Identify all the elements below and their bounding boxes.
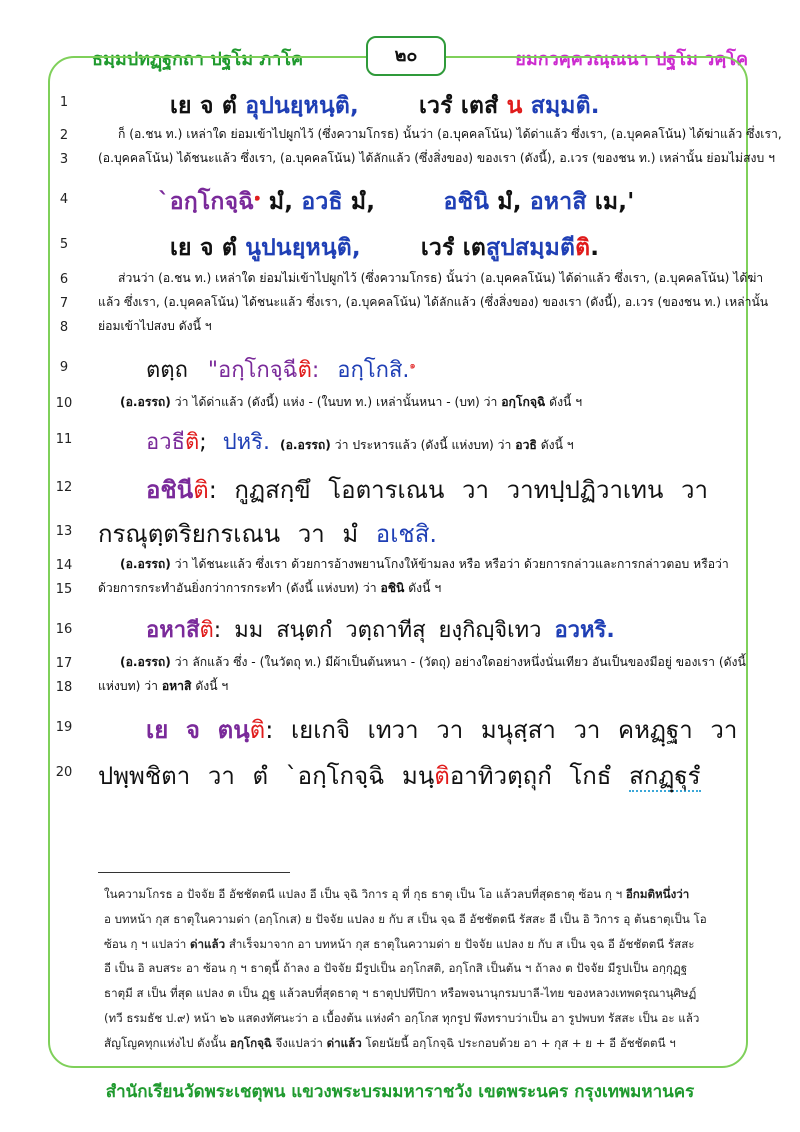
pali-keyword: อชินี	[146, 476, 194, 504]
translation-text: ว่า ได้ด่าแล้ว (ดังนี้) แห่ง - (ในบท ท.) เหล่านั้นหนา - (บท) ว่า	[170, 395, 502, 409]
translation-line-18	[98, 676, 728, 697]
translation-line-10	[120, 392, 750, 413]
line-number: 20	[55, 765, 73, 780]
term-keyword: อหาสิ	[161, 679, 192, 693]
commentary-line-13	[98, 514, 728, 553]
translation-line-8: ย่อมเข้าไปสงบ ดังนี้ ฯ	[98, 319, 212, 333]
pali-text: ;	[199, 430, 207, 455]
footnote-line: อ บทหน้า กุส ธาตุในความด่า (อกฺโกเส) ย ปัจจัย แปลง ย กับ ส เป็น จฺฉ อี อัชชัตตนี รัสสะ อี เป็น อิ วิการ อุ ต้นธาตุเป็น โอ	[104, 911, 707, 926]
translation-line-3: (อ.บุคคลโน้น) ได้ชนะแล้ว ซึ่งเรา, (อ.บุคคลโน้น) ได้ลักแล้ว (ซึ่งสิ่งของ) ของเรา (ดังนี้), อ.เวร (ของชน ท.) เหล่านั้น ย่อมไม่สงบ ฯ	[98, 151, 775, 165]
pali-keyword: "อกฺโกจฺฉี	[207, 358, 298, 383]
line-number: 16	[55, 622, 73, 637]
verse-text: มํ,	[260, 189, 302, 215]
iti-particle: ติ	[193, 476, 209, 504]
footnote-line: ในความโกรธ อ ปัจจัย อี อัชชัตตนี แปลง อี เป็น จฺฉิ วิการ อุ ที่ กุธ ธาตุ เป็น โอ แล้วลบที่สุดธาตุ ซ้อน กฺ ฯ อีกมติหนึ่งว่า	[104, 887, 690, 901]
verse-line-4	[158, 184, 788, 220]
verse-keyword: อชินิ	[443, 189, 490, 215]
line-number: 10	[55, 396, 73, 411]
iti-particle: ติ	[199, 618, 214, 643]
line-number: 6	[59, 272, 69, 287]
line-number: 12	[55, 480, 73, 495]
footnote-marker[interactable]: ๑	[254, 192, 261, 204]
verse-text: เย จ ตํ	[170, 93, 246, 119]
pali-keyword: ตนฺ	[217, 716, 250, 744]
verse-text: เย จ ตํ	[170, 235, 246, 261]
pali-text: ตตฺถ	[146, 358, 188, 383]
line-number: 1	[59, 95, 69, 110]
iti-particle: ติ	[297, 358, 312, 383]
verse-keyword: นูปนยฺหนฺติ,	[245, 235, 361, 261]
line-number: 7	[59, 296, 69, 311]
pali-keyword: อหาสี	[146, 618, 200, 643]
line-number: 2	[59, 128, 69, 143]
pali-keyword: อวธี	[146, 430, 185, 455]
footnote-line: (ทวี ธรมธัช ป.๙) หน้า ๒๖ แสดงทัศนะว่า อ เบื้องต้น แห่งคำ อกฺโกส ทุกรูป พึงทราบว่าเป็น อา รูปพบท รัสสะ เป็น อะ แล้ว	[104, 1010, 700, 1025]
translation-text: ดังนี้ ฯ	[545, 395, 583, 409]
page-footer: สำนักเรียนวัดพระเชตุพน แขวงพระบรมมหาราชวัง เขตพระนคร กรุงเทพมหานคร	[105, 1082, 695, 1102]
iti-particle: ติ	[434, 762, 450, 790]
verse-line-5	[170, 230, 800, 266]
book-title: ธมฺมปทฏฺฐกถา ปฐโม ภาโค	[92, 49, 304, 70]
pali-keyword: อกฺโกสิ.	[337, 358, 410, 383]
flagged-word: สกฏฺฐุรํ	[629, 762, 701, 790]
pali-text: กรณุตฺตริยกรเณน วา มํ	[98, 520, 376, 548]
pali-text: ปพฺพชิตา วา ตํ `อกฺโกจฺฉิ มนฺ	[98, 762, 435, 790]
verse-text: เวรํ เตสํ	[418, 93, 507, 119]
translation-line-7: แล้ว ซึ่งเรา, (อ.บุคคลโน้น) ได้ชนะแล้ว ซึ่งเรา, (อ.บุคคลโน้น) ได้ลักแล้ว (ซึ่งสิ่งของ) ของเรา (ดังนี้), อ.เวร (ของชน ท.) เหล่านั้น	[98, 295, 769, 309]
line-number: 14	[55, 558, 73, 573]
footnote-line: อี เป็น อิ ลบสระ อา ซ้อน กฺ ฯ ธาตุนี้ ถ้าลง อ ปัจจัย มีรูปเป็น อกฺโกสติ, อกฺโกสิ เป็นต้น ฯ ถ้าลง ต ปัจจัย มีรูปเป็น อกฺกุฏฺฐ	[104, 961, 688, 976]
verse-negation: น	[506, 93, 523, 119]
verse-text: .	[590, 235, 600, 261]
line-number: 4	[59, 192, 69, 207]
verse-keyword: อุปนยฺหนฺติ,	[245, 93, 359, 119]
translation-line-15	[98, 578, 728, 599]
iti-particle: ติ	[249, 716, 266, 744]
footnote-line: ซ้อน กฺ ฯ แปลว่า ด่าแล้ว สำเร็จมาจาก อา บทหน้า กุส ธาตุในความด่า ย ปัจจัย แปลง ย กับ ส เป็น จฺฉ อี อัชชัตตนี รัสสะ	[104, 936, 695, 951]
commentary-line-9	[146, 352, 776, 387]
pali-text: : กูฏสกฺขึ โอตารเณน วา วาทปฺปฏิวาเทน วา	[208, 476, 708, 504]
verse-line-1	[170, 88, 800, 124]
line-number: 18	[55, 680, 73, 695]
meaning-tag: (อ.อรรถ)	[120, 395, 171, 409]
line-number: 13	[55, 524, 73, 539]
line-number: 11	[55, 432, 73, 447]
commentary-line-16	[146, 612, 776, 647]
commentary-line-11	[146, 424, 776, 459]
pali-text: :	[265, 716, 274, 744]
translation-text: แห่งบท) ว่า	[98, 679, 162, 693]
pali-keyword: อวหริ.	[554, 618, 615, 643]
page-number: ๒๐	[366, 36, 446, 76]
translation-text: ดังนี้ ฯ	[536, 438, 574, 452]
term-keyword: อวธิ	[515, 438, 537, 452]
verse-keyword: อหาสิ	[529, 189, 587, 215]
pali-keyword: อเชสิ.	[375, 520, 437, 548]
footnote-separator	[98, 872, 290, 873]
footnote-line: ธาตุมี ส เป็น ที่สุด แปลง ต เป็น ฏฺฐ แล้วลบที่สุดธาตุ ฯ ธาตุปปทีปิกา หรือพจนานุกรมบาลี-ไทย ของหลวงเทพดรุณานุศิษฏ์	[104, 986, 697, 1001]
commentary-line-19	[146, 710, 776, 749]
footnote	[104, 882, 726, 1056]
translation-line-2: ก็ (อ.ชน ท.) เหล่าใด ย่อมเข้าไปผูกไว้ (ซึ่งความโกรธ) นั้นว่า (อ.บุคคลโน้น) ได้ด่าแล้ว ซึ่งเรา, (อ.บุคคลโน้น) ได้ฆ่าแล้ว ซึ่งเรา,	[118, 127, 782, 141]
iti-particle: ติ	[575, 235, 591, 261]
chapter-title: ยมกวคฺควณฺณนา ปฐโม วคฺโค	[515, 49, 748, 70]
verse-text: มํ,	[342, 189, 384, 215]
pali-text: : มม สนฺตกํ วตฺถาทีสุ ยงฺกิญฺจิเทว	[213, 618, 555, 643]
line-number: 15	[55, 582, 73, 597]
translation-text: ดังนี้ ฯ	[191, 679, 229, 693]
commentary-line-12	[146, 470, 776, 509]
translation-text: ว่า ประหารแล้ว (ดังนี้ แห่งบท) ว่า	[330, 438, 516, 452]
translation-text: ด้วยการกระทำอันยิ่งกว่าการกระทำ (ดังนี้ แห่งบท) ว่า	[98, 581, 381, 595]
meaning-tag: (อ.อรรถ)	[120, 655, 171, 669]
verse-keyword: `อกฺโกจฺฉิ	[158, 189, 255, 215]
verse-text: เม,'	[586, 189, 635, 215]
footnote-marker[interactable]: ๑	[409, 360, 416, 372]
footnote-line: สัญโญคทุกแห่งไป ดังนั้น อกฺโกจฺฉิ จึงแปลว่า ด่าแล้ว โดยนัยนี้ อกฺโกจฺฉิ ประกอบด้วย อา + กุส + ย + อี อัชชัตตนี ฯ	[104, 1035, 676, 1050]
term-keyword: อกฺโกจฺฉิ	[501, 395, 546, 409]
pali-keyword: จ	[185, 716, 200, 744]
commentary-line-20	[98, 756, 728, 795]
line-number: 5	[59, 237, 69, 252]
pali-text: :	[311, 358, 320, 383]
meaning-tag: (อ.อรรถ)	[280, 438, 331, 452]
translation-text: ว่า ได้ชนะแล้ว ซึ่งเรา ด้วยการอ้างพยานโกงให้ข้ามลง หรือ หรือว่า ด้วยการกล่าวและการกล่าวตอบ หรือว่า	[170, 557, 729, 571]
line-number: 8	[59, 320, 69, 335]
translation-line-6: ส่วนว่า (อ.ชน ท.) เหล่าใด ย่อมไม่เข้าไปผูกไว้ (ซึ่งความโกรธ) นั้นว่า (อ.บุคคลโน้น) ได้ด่าแล้ว ซึ่งเรา, (อ.บุคคลโน้น) ได้ฆ่า	[118, 271, 764, 285]
meaning-tag: (อ.อรรถ)	[120, 557, 171, 571]
pali-text: เยเกจิ เทวา วา มนุสฺสา วา คหฏฺฐา วา	[290, 716, 738, 744]
translation-line-17	[120, 652, 750, 673]
iti-particle: ติ	[185, 430, 200, 455]
line-number: 19	[55, 720, 73, 735]
verse-text: เวรํ เต	[420, 235, 487, 261]
translation-line-14	[120, 554, 750, 575]
verse-keyword: สมฺมติ.	[522, 93, 600, 119]
pali-keyword: ปหริ.	[222, 430, 270, 455]
verse-keyword: สูปสมฺมตี	[486, 235, 576, 261]
verse-text: มํ,	[489, 189, 530, 215]
verse-keyword: อวธิ	[301, 189, 343, 215]
pali-text: อาทิวตฺถุกํ โกธํ	[449, 762, 630, 790]
line-number: 17	[55, 656, 73, 671]
line-number: 9	[59, 360, 69, 375]
line-number: 3	[59, 152, 69, 167]
translation-text: ว่า ลักแล้ว ซึ่ง - (ในวัตถุ ท.) มีผ้าเป็นต้นหนา - (วัตถุ) อย่างใดอย่างหนึ่งนั่นเทียว อันเป็นของมีอยู่ ของเรา (ดังนี้	[170, 655, 746, 669]
translation-text: ดังนี้ ฯ	[404, 581, 442, 595]
term-keyword: อชินิ	[380, 581, 405, 595]
pali-keyword: เย	[146, 716, 169, 744]
